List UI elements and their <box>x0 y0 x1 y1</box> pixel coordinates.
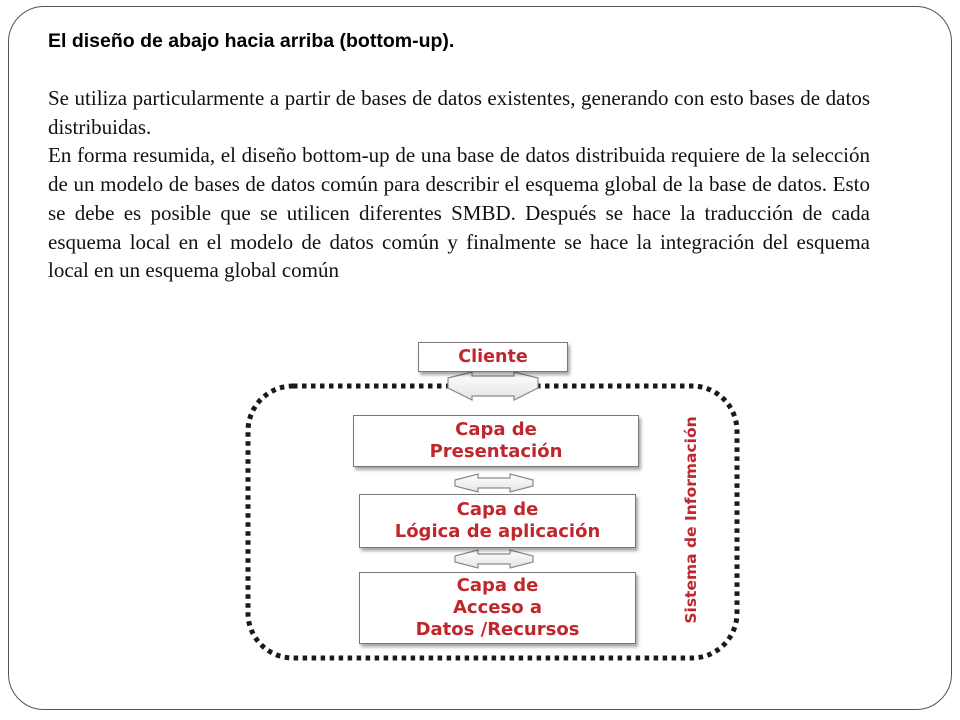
slide-body <box>48 84 870 285</box>
paragraph-intro: Se utiliza particularmente a partir de bases de datos existentes, generando con esto bases de datos distribuidas. <box>48 86 870 139</box>
client-box: Cliente <box>418 342 568 372</box>
slide-heading: El diseño de abajo hacia arriba (bottom-up). <box>48 30 455 52</box>
paragraph-summary: En forma resumida, el diseño bottom-up de una base de datos distribuida requiere de la selección de un modelo de bases de datos común para describir el esquema global de la base de datos. Esto se debe es posible que se utilicen diferentes SMBD. Después se hace la traducción de cada esquema local en el modelo de datos común y finalmente se hace la integración del esquema local en un esquema global común <box>48 143 870 283</box>
access-layer-box: Capa de Acceso a Datos /Recursos <box>359 572 636 644</box>
system-label: Sistema de Información <box>682 416 700 624</box>
presentation-layer-box: Capa de Presentación <box>353 415 639 467</box>
logic-layer-box: Capa de Lógica de aplicación <box>359 494 636 548</box>
